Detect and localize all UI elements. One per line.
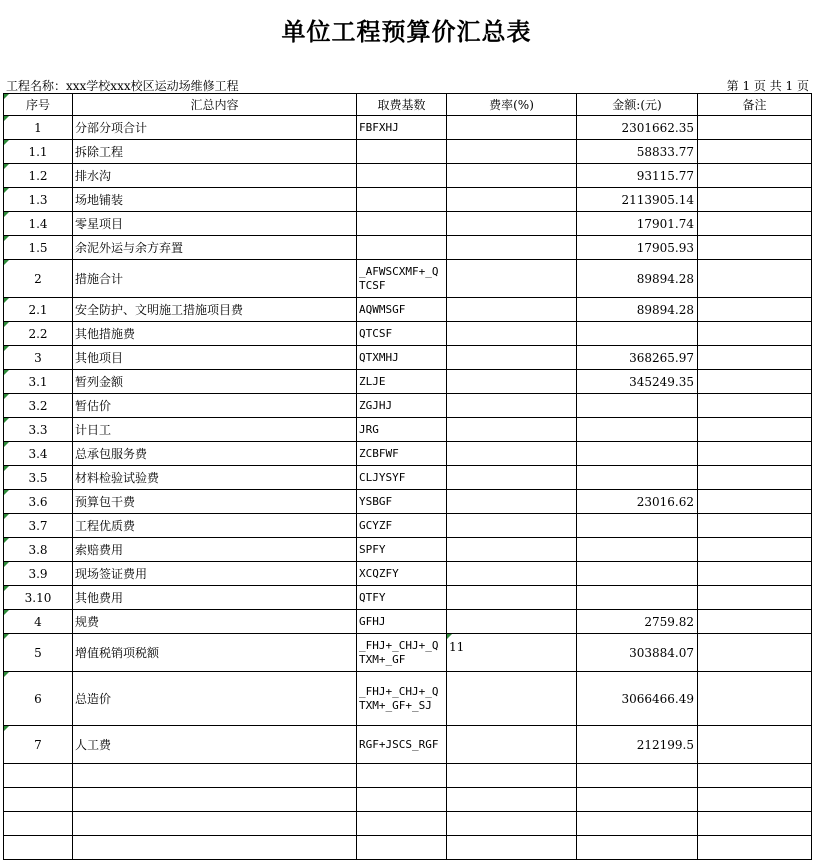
cell-base[interactable]	[357, 212, 447, 236]
cell-base[interactable]: _AFWSCXMF+_QTCSF	[357, 260, 447, 298]
cell-name[interactable]: 总承包服务费	[73, 442, 357, 466]
cell-no[interactable]: 3.3	[4, 418, 73, 442]
cell-rate[interactable]	[447, 116, 577, 140]
table-row	[4, 836, 812, 860]
cell-amount[interactable]	[577, 514, 698, 538]
cell-note[interactable]	[698, 788, 812, 812]
cell-name[interactable]: 索赔费用	[73, 538, 357, 562]
cell-note[interactable]	[698, 586, 812, 610]
cell-amount[interactable]: 303884.07	[577, 634, 698, 672]
cell-no[interactable]	[4, 812, 73, 836]
cell-note[interactable]	[698, 812, 812, 836]
cell-no[interactable]	[4, 788, 73, 812]
cell-base[interactable]: YSBGF	[357, 490, 447, 514]
cell-base[interactable]: JRG	[357, 418, 447, 442]
cell-no[interactable]: 7	[4, 726, 73, 764]
cell-amount[interactable]: 23016.62	[577, 490, 698, 514]
cell-rate[interactable]	[447, 140, 577, 164]
cell-no[interactable]: 3	[4, 346, 73, 370]
cell-amount[interactable]: 89894.28	[577, 260, 698, 298]
cell-note[interactable]	[698, 466, 812, 490]
cell-base[interactable]: GFHJ	[357, 610, 447, 634]
cell-name[interactable]: 现场签证费用	[73, 562, 357, 586]
table-row	[4, 538, 812, 562]
cell-base[interactable]: _FHJ+_CHJ+_QTXM+_GF+_SJ	[357, 672, 447, 726]
cell-base[interactable]	[357, 788, 447, 812]
cell-no[interactable]: 3.5	[4, 466, 73, 490]
cell-name[interactable]: 增值税销项税额	[73, 634, 357, 672]
table-row	[4, 726, 812, 764]
cell-name[interactable]: 其他项目	[73, 346, 357, 370]
cell-amount[interactable]	[577, 418, 698, 442]
cell-name[interactable]: 安全防护、文明施工措施项目费	[73, 298, 357, 322]
cell-rate[interactable]	[447, 788, 577, 812]
cell-note[interactable]	[698, 140, 812, 164]
cell-amount[interactable]: 17905.93	[577, 236, 698, 260]
table-row	[4, 260, 812, 298]
cell-rate[interactable]	[447, 418, 577, 442]
cell-name[interactable]	[73, 812, 357, 836]
cell-rate[interactable]: 11	[447, 634, 577, 672]
cell-amount[interactable]: 58833.77	[577, 140, 698, 164]
cell-no[interactable]: 3.6	[4, 490, 73, 514]
cell-amount[interactable]	[577, 812, 698, 836]
cell-base[interactable]: QTCSF	[357, 322, 447, 346]
cell-amount[interactable]	[577, 836, 698, 860]
table-row	[4, 610, 812, 634]
summary-table	[3, 93, 812, 860]
cell-note[interactable]	[698, 538, 812, 562]
table-body	[4, 116, 812, 860]
table-row	[4, 442, 812, 466]
cell-rate[interactable]	[447, 298, 577, 322]
cell-rate[interactable]	[447, 188, 577, 212]
table-row	[4, 116, 812, 140]
table-row	[4, 418, 812, 442]
table-row	[4, 140, 812, 164]
cell-name[interactable]: 其他费用	[73, 586, 357, 610]
cell-amount[interactable]	[577, 394, 698, 418]
cell-note[interactable]	[698, 610, 812, 634]
cell-note[interactable]	[698, 346, 812, 370]
table-row	[4, 764, 812, 788]
cell-amount[interactable]: 17901.74	[577, 212, 698, 236]
cell-name[interactable]: 排水沟	[73, 164, 357, 188]
cell-note[interactable]	[698, 260, 812, 298]
cell-no[interactable]: 3.10	[4, 586, 73, 610]
cell-rate[interactable]	[447, 212, 577, 236]
cell-rate[interactable]	[447, 370, 577, 394]
cell-no[interactable]: 5	[4, 634, 73, 672]
cell-base[interactable]	[357, 764, 447, 788]
cell-name[interactable]: 材料检验试验费	[73, 466, 357, 490]
cell-base[interactable]	[357, 836, 447, 860]
cell-rate[interactable]	[447, 490, 577, 514]
cell-name[interactable]: 其他措施费	[73, 322, 357, 346]
table-row	[4, 346, 812, 370]
cell-no[interactable]: 3.4	[4, 442, 73, 466]
header-no[interactable]: 序号	[4, 94, 73, 116]
cell-base[interactable]	[357, 236, 447, 260]
cell-name[interactable]: 零星项目	[73, 212, 357, 236]
cell-rate[interactable]	[447, 538, 577, 562]
cell-amount[interactable]: 212199.5	[577, 726, 698, 764]
cell-rate[interactable]	[447, 164, 577, 188]
header-rate[interactable]: 费率(%)	[447, 94, 577, 116]
table-row	[4, 212, 812, 236]
cell-base[interactable]	[357, 164, 447, 188]
cell-rate[interactable]	[447, 812, 577, 836]
cell-no[interactable]: 6	[4, 672, 73, 726]
cell-base[interactable]: XCQZFY	[357, 562, 447, 586]
cell-amount[interactable]	[577, 586, 698, 610]
cell-base[interactable]: ZCBFWF	[357, 442, 447, 466]
cell-base[interactable]: AQWMSGF	[357, 298, 447, 322]
cell-note[interactable]	[698, 764, 812, 788]
cell-no[interactable]	[4, 764, 73, 788]
cell-amount[interactable]: 345249.35	[577, 370, 698, 394]
cell-name[interactable]	[73, 788, 357, 812]
cell-name[interactable]	[73, 764, 357, 788]
cell-base[interactable]	[357, 140, 447, 164]
cell-note[interactable]	[698, 188, 812, 212]
cell-no[interactable]: 2.1	[4, 298, 73, 322]
cell-note[interactable]	[698, 836, 812, 860]
header-row	[4, 94, 812, 116]
table-row	[4, 634, 812, 672]
cell-rate[interactable]	[447, 586, 577, 610]
cell-rate[interactable]	[447, 836, 577, 860]
cell-rate[interactable]	[447, 672, 577, 726]
cell-base[interactable]: QTXMHJ	[357, 346, 447, 370]
cell-note[interactable]	[698, 164, 812, 188]
table-row	[4, 164, 812, 188]
cell-note[interactable]	[698, 442, 812, 466]
cell-amount[interactable]: 2301662.35	[577, 116, 698, 140]
cell-amount[interactable]	[577, 788, 698, 812]
cell-name[interactable]: 措施合计	[73, 260, 357, 298]
cell-amount[interactable]: 368265.97	[577, 346, 698, 370]
cell-base[interactable]: _FHJ+_CHJ+_QTXM+_GF	[357, 634, 447, 672]
cell-rate[interactable]	[447, 322, 577, 346]
cell-name[interactable]: 余泥外运与余方弃置	[73, 236, 357, 260]
cell-base[interactable]: RGF+JSCS_RGF	[357, 726, 447, 764]
header-amount[interactable]: 金额:(元)	[577, 94, 698, 116]
cell-no[interactable]: 4	[4, 610, 73, 634]
cell-no[interactable]: 3.1	[4, 370, 73, 394]
cell-note[interactable]	[698, 514, 812, 538]
cell-no[interactable]: 3.8	[4, 538, 73, 562]
table-row	[4, 586, 812, 610]
cell-rate[interactable]	[447, 514, 577, 538]
table-row	[4, 672, 812, 726]
cell-base[interactable]: GCYZF	[357, 514, 447, 538]
table-row	[4, 298, 812, 322]
cell-base[interactable]: ZLJE	[357, 370, 447, 394]
cell-rate[interactable]	[447, 260, 577, 298]
cell-note[interactable]	[698, 418, 812, 442]
cell-rate[interactable]	[447, 466, 577, 490]
cell-note[interactable]	[698, 116, 812, 140]
cell-amount[interactable]: 93115.77	[577, 164, 698, 188]
cell-note[interactable]	[698, 562, 812, 586]
cell-no[interactable]: 2	[4, 260, 73, 298]
cell-base[interactable]: SPFY	[357, 538, 447, 562]
cell-base[interactable]: FBFXHJ	[357, 116, 447, 140]
cell-no[interactable]: 1.3	[4, 188, 73, 212]
cell-amount[interactable]	[577, 562, 698, 586]
cell-amount[interactable]: 2759.82	[577, 610, 698, 634]
cell-name[interactable]: 暂估价	[73, 394, 357, 418]
cell-rate[interactable]	[447, 442, 577, 466]
cell-no[interactable]: 1.4	[4, 212, 73, 236]
cell-no[interactable]: 3.9	[4, 562, 73, 586]
cell-name[interactable]	[73, 836, 357, 860]
cell-rate[interactable]	[447, 562, 577, 586]
cell-note[interactable]	[698, 634, 812, 672]
cell-rate[interactable]	[447, 610, 577, 634]
cell-amount[interactable]	[577, 538, 698, 562]
cell-name[interactable]: 工程优质费	[73, 514, 357, 538]
table-row	[4, 370, 812, 394]
header-content[interactable]: 汇总内容	[73, 94, 357, 116]
cell-amount[interactable]	[577, 322, 698, 346]
table-row	[4, 188, 812, 212]
cell-amount[interactable]	[577, 764, 698, 788]
cell-note[interactable]	[698, 726, 812, 764]
cell-name[interactable]: 总造价	[73, 672, 357, 726]
cell-no[interactable]: 1.2	[4, 164, 73, 188]
cell-no[interactable]: 1	[4, 116, 73, 140]
header-base[interactable]: 取费基数	[357, 94, 447, 116]
cell-note[interactable]	[698, 298, 812, 322]
table-row	[4, 236, 812, 260]
cell-note[interactable]	[698, 490, 812, 514]
cell-amount[interactable]: 89894.28	[577, 298, 698, 322]
cell-no[interactable]: 3.2	[4, 394, 73, 418]
cell-rate[interactable]	[447, 346, 577, 370]
cell-name[interactable]: 拆除工程	[73, 140, 357, 164]
cell-note[interactable]	[698, 370, 812, 394]
cell-name[interactable]: 预算包干费	[73, 490, 357, 514]
cell-rate[interactable]	[447, 394, 577, 418]
cell-note[interactable]	[698, 322, 812, 346]
table-row	[4, 466, 812, 490]
table-row	[4, 514, 812, 538]
cell-amount[interactable]: 3066466.49	[577, 672, 698, 726]
table-row	[4, 490, 812, 514]
cell-base[interactable]: CLJYSYF	[357, 466, 447, 490]
cell-note[interactable]	[698, 672, 812, 726]
cell-amount[interactable]	[577, 466, 698, 490]
cell-no[interactable]: 1.5	[4, 236, 73, 260]
cell-name[interactable]: 规费	[73, 610, 357, 634]
cell-rate[interactable]	[447, 726, 577, 764]
table-row	[4, 562, 812, 586]
cell-base[interactable]	[357, 812, 447, 836]
cell-base[interactable]: QTFY	[357, 586, 447, 610]
cell-no[interactable]: 2.2	[4, 322, 73, 346]
cell-rate[interactable]	[447, 764, 577, 788]
header-note[interactable]: 备注	[698, 94, 812, 116]
cell-no[interactable]: 1.1	[4, 140, 73, 164]
cell-no[interactable]: 3.7	[4, 514, 73, 538]
cell-name[interactable]: 计日工	[73, 418, 357, 442]
cell-name[interactable]: 场地铺装	[73, 188, 357, 212]
page-title: 单位工程预算价汇总表	[281, 17, 532, 46]
cell-amount[interactable]	[577, 442, 698, 466]
table-row	[4, 394, 812, 418]
cell-base[interactable]: ZGJHJ	[357, 394, 447, 418]
table-row	[4, 322, 812, 346]
page-info: 第 1 页 共 1 页	[726, 79, 809, 93]
cell-name[interactable]: 分部分项合计	[73, 116, 357, 140]
cell-note[interactable]	[698, 212, 812, 236]
project-name: 工程名称：xxx学校xxx校区运动场维修工程	[6, 79, 239, 93]
cell-name[interactable]: 人工费	[73, 726, 357, 764]
cell-name[interactable]: 暂列金额	[73, 370, 357, 394]
cell-no[interactable]	[4, 836, 73, 860]
cell-note[interactable]	[698, 394, 812, 418]
cell-amount[interactable]: 2113905.14	[577, 188, 698, 212]
table-row	[4, 812, 812, 836]
cell-rate[interactable]	[447, 236, 577, 260]
cell-note[interactable]	[698, 236, 812, 260]
cell-base[interactable]	[357, 188, 447, 212]
table-row	[4, 788, 812, 812]
